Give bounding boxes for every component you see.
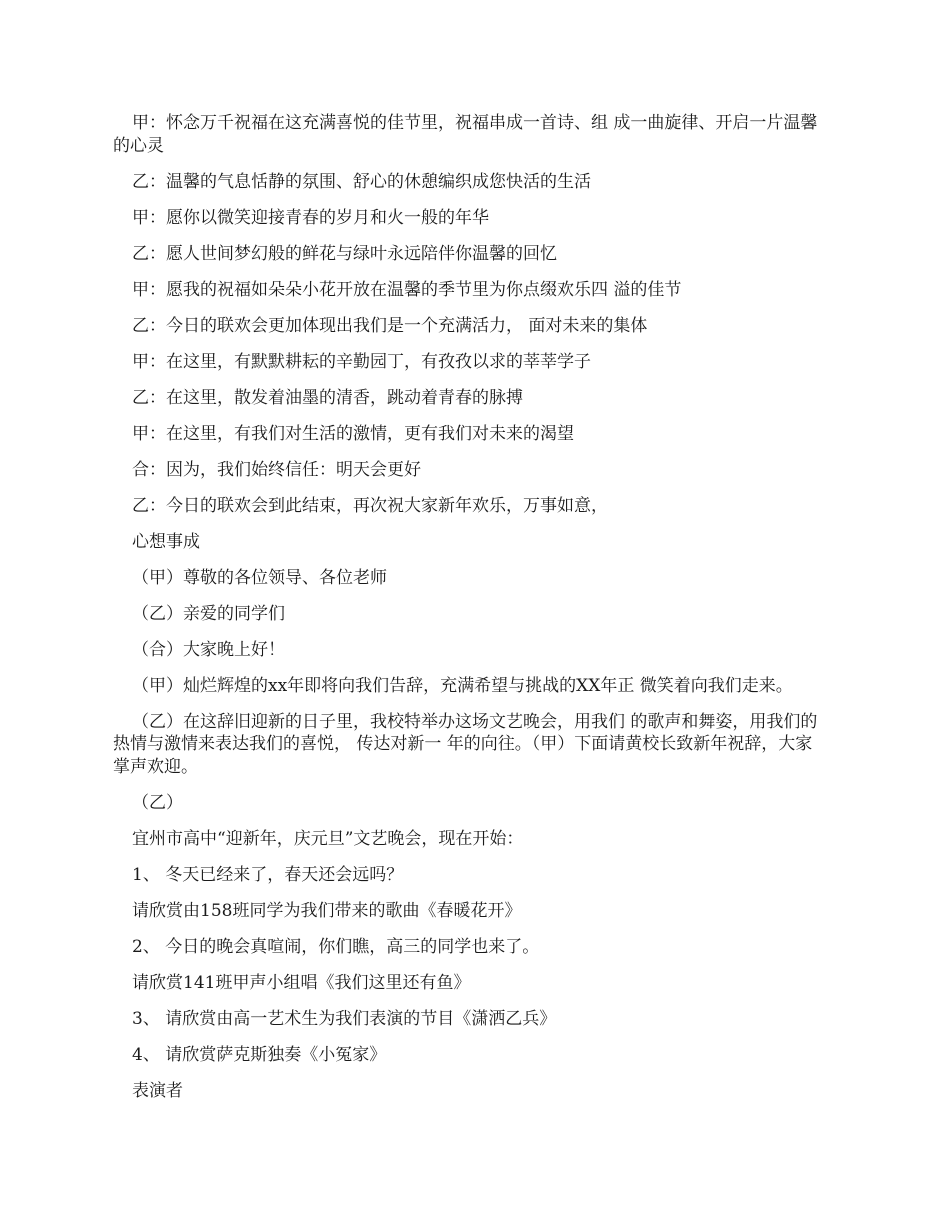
paragraph: 甲：在这里，有我们对生活的激情，更有我们对未来的渴望 <box>132 423 574 444</box>
paragraph: 乙：温馨的气息恬静的氛围、舒心的休憩编织成您快活的生活 <box>132 171 591 192</box>
paragraph: 甲：愿我的祝福如朵朵小花开放在温馨的季节里为你点缀欢乐四 溢的佳节 <box>132 279 682 300</box>
paragraph: 乙：在这里，散发着油墨的清香，跳动着青春的脉搏 <box>132 387 523 408</box>
paragraph: 甲：在这里，有默默耕耘的辛勤园丁，有孜孜以求的莘莘学子 <box>132 351 591 372</box>
paragraph: （乙） <box>132 792 183 813</box>
paragraph: 合：因为，我们始终信任：明天会更好 <box>132 459 421 480</box>
paragraph: （甲）灿烂辉煌的xx年即将向我们告辞，充满希望与挑战的XX年正 微笑着向我们走来。 <box>132 675 793 696</box>
paragraph: 乙：愿人世间梦幻般的鲜花与绿叶永远陪伴你温馨的回忆 <box>132 243 557 264</box>
paragraph: 心想事成 <box>132 531 200 552</box>
paragraph: 请欣赏141班甲声小组唱《我们这里还有鱼》 <box>132 972 471 993</box>
paragraph: （乙）亲爱的同学们 <box>132 603 285 624</box>
paragraph: 乙：今日的联欢会更加体现出我们是一个充满活力， 面对未来的集体 <box>132 315 648 336</box>
list-item: 4、 请欣赏萨克斯独奏《小冤家》 <box>132 1044 387 1065</box>
paragraph: （乙）在这辞旧迎新的日子里，我校特举办这场文艺晚会，用我们 的歌声和舞姿，用我们的热情与激情来表达我们的喜悦， 传达对新一 年的向往。（甲）下面请黄校长致新年祝辞，大家掌声欢迎。 <box>113 711 818 777</box>
list-item: 1、 冬天已经来了，春天还会远吗？ <box>132 864 404 885</box>
list-item: 3、 请欣赏由高一艺术生为我们表演的节目《潇洒乙兵》 <box>132 1008 557 1029</box>
paragraph: 乙：今日的联欢会到此结束，再次祝大家新年欢乐，万事如意， <box>132 495 608 516</box>
paragraph: 甲：怀念万千祝福在这充满喜悦的佳节里，祝福串成一首诗、组 成一曲旋律、开启一片温馨的心灵 <box>113 113 818 156</box>
document-page <box>113 112 829 1116</box>
list-item: 2、 今日的晚会真喧闹，你们瞧，高三的同学也来了。 <box>132 936 540 957</box>
paragraph: 甲：愿你以微笑迎接青春的岁月和火一般的年华 <box>132 207 489 228</box>
paragraph: 请欣赏由158班同学为我们带来的歌曲《春暖花开》 <box>132 900 522 921</box>
paragraph: （合）大家晚上好！ <box>132 639 285 660</box>
paragraph: 宜州市高中“迎新年，庆元旦”文艺晚会，现在开始： <box>132 828 524 849</box>
paragraph: （甲）尊敬的各位领导、各位老师 <box>132 567 387 588</box>
paragraph: 表演者 <box>132 1080 183 1101</box>
